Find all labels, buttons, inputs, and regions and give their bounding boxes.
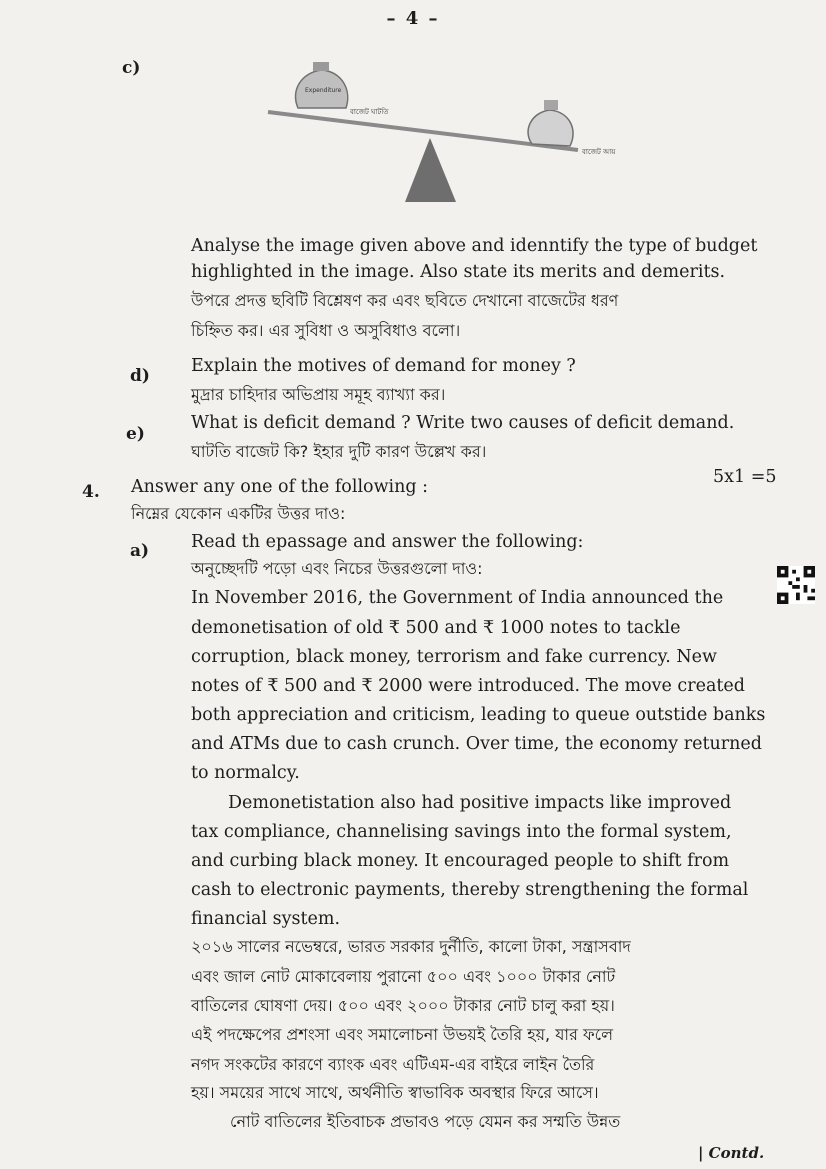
q4a-line-1: Read th epassage and answer the following: [191,532,584,552]
q4a-line-21: নোট বাতিলের ইতিবাচক প্রভাবও পড়ে যেমন কর সম্মতি উন্নত [230,1112,621,1131]
left-bag-knot [313,62,329,71]
q4-heading: Answer any one of the following : [131,477,429,497]
q4a-line-11: tax compliance, channelising savings into the formal system, [191,822,732,842]
q-e-line-2: ঘাটতি বাজেট কি? ইহার দুটি কারণ উল্লেখ কর। [191,442,487,461]
q4-heading-bn: নিম্নের যেকোন একটির উত্তর দাও: [131,504,346,523]
q4a-line-9: to normalcy. [191,763,300,783]
q-c-line-3: উপরে প্রদত্ত ছবিটি বিশ্লেষণ কর এবং ছবিতে দেখানো বাজেটের ধরণ [191,291,619,310]
question-c-label: c) [122,58,141,78]
qr-code-icon [776,566,816,604]
question-e-label: e) [126,424,145,444]
q-c-line-2: highlighted in the image. Also state its merits and demerits. [191,262,726,282]
q4a-line-13: cash to electronic payments, thereby strengthening the formal [191,880,749,900]
q-c-line-1: Analyse the image given above and idenntify the type of budget [191,236,758,256]
q4a-line-19: নগদ সংকটের কারণে ব্যাংক এবং এটিএম-এর বাইরে লাইন তৈরি [191,1055,595,1074]
q4a-line-14: financial system. [191,909,341,929]
q4a-line-4: demonetisation of old ₹ 500 and ₹ 1000 notes to tackle [191,618,681,638]
q-e-line-1: What is deficit demand ? Write two causes of deficit demand. [191,413,735,433]
q4-marks: 5x1 =5 [713,467,777,487]
question-4a-label: a) [130,541,150,561]
q4a-line-18: এই পদক্ষেপের প্রশংসা এবং সমালোচনা উভয়ই তৈরি হয়, যার ফলে [191,1025,614,1044]
right-bag-knot [544,100,558,110]
q4a-line-17: বাতিলের ঘোষণা দেয়। ৫০০ এবং ২০০০ টাকার নোট চালু করা হয়। [191,996,615,1015]
right-weight-label: বাজেট আয় [582,148,616,156]
budget-seesaw-illustration [260,50,616,210]
q4a-line-12: and curbing black money. It encouraged people to shift from [191,851,730,871]
q4a-line-15: ২০১৬ সালের নভেম্বরে, ভারত সরকার দুর্নীতি, কালো টাকা, সন্ত্রাসবাদ [191,937,631,956]
q4a-line-5: corruption, black money, terrorism and fake currency. New [191,647,717,667]
seesaw-fulcrum [405,138,456,202]
q4a-line-7: both appreciation and criticism, leading to queue outstide banks [191,705,766,725]
q4a-line-20: হয়। সময়ের সাথে সাথে, অর্থনীতি স্বাভাবিক অবস্থার ফিরে আসে। [191,1083,599,1102]
q-d-line-2: মুদ্রার চাহিদার অভিপ্রায় সমূহ ব্যাখ্যা কর। [191,385,446,404]
question-4-number: 4. [82,482,100,502]
q4a-line-8: and ATMs due to cash crunch. Over time, the economy returned [191,734,762,754]
left-weight-label: Expenditure [305,87,342,94]
q4a-line-2: অনুচ্ছেদটি পড়ো এবং নিচের উত্তরগুলো দাও: [191,559,483,578]
page-number: – 4 – [386,8,440,29]
q4a-line-16: এবং জাল নোট মোকাবেলায় পুরানো ৫০০ এবং ১০০০ টাকার নোট [191,967,616,986]
q4a-line-6: notes of ₹ 500 and ₹ 2000 were introduced. The move created [191,676,745,696]
q4a-line-10: Demonetistation also had positive impacts like improved [228,793,732,813]
right-weight-bag [528,110,573,146]
question-d-label: d) [130,366,150,386]
beam-label: বাজেট ঘাটতি [350,108,389,116]
q-d-line-1: Explain the motives of demand for money ? [191,356,576,376]
q-c-line-4: চিহ্নিত কর। এর সুবিধা ও অসুবিধাও বলো। [191,321,461,340]
continued-marker: | Contd. [698,1144,765,1162]
q4a-line-3: In November 2016, the Government of India announced the [191,588,724,608]
